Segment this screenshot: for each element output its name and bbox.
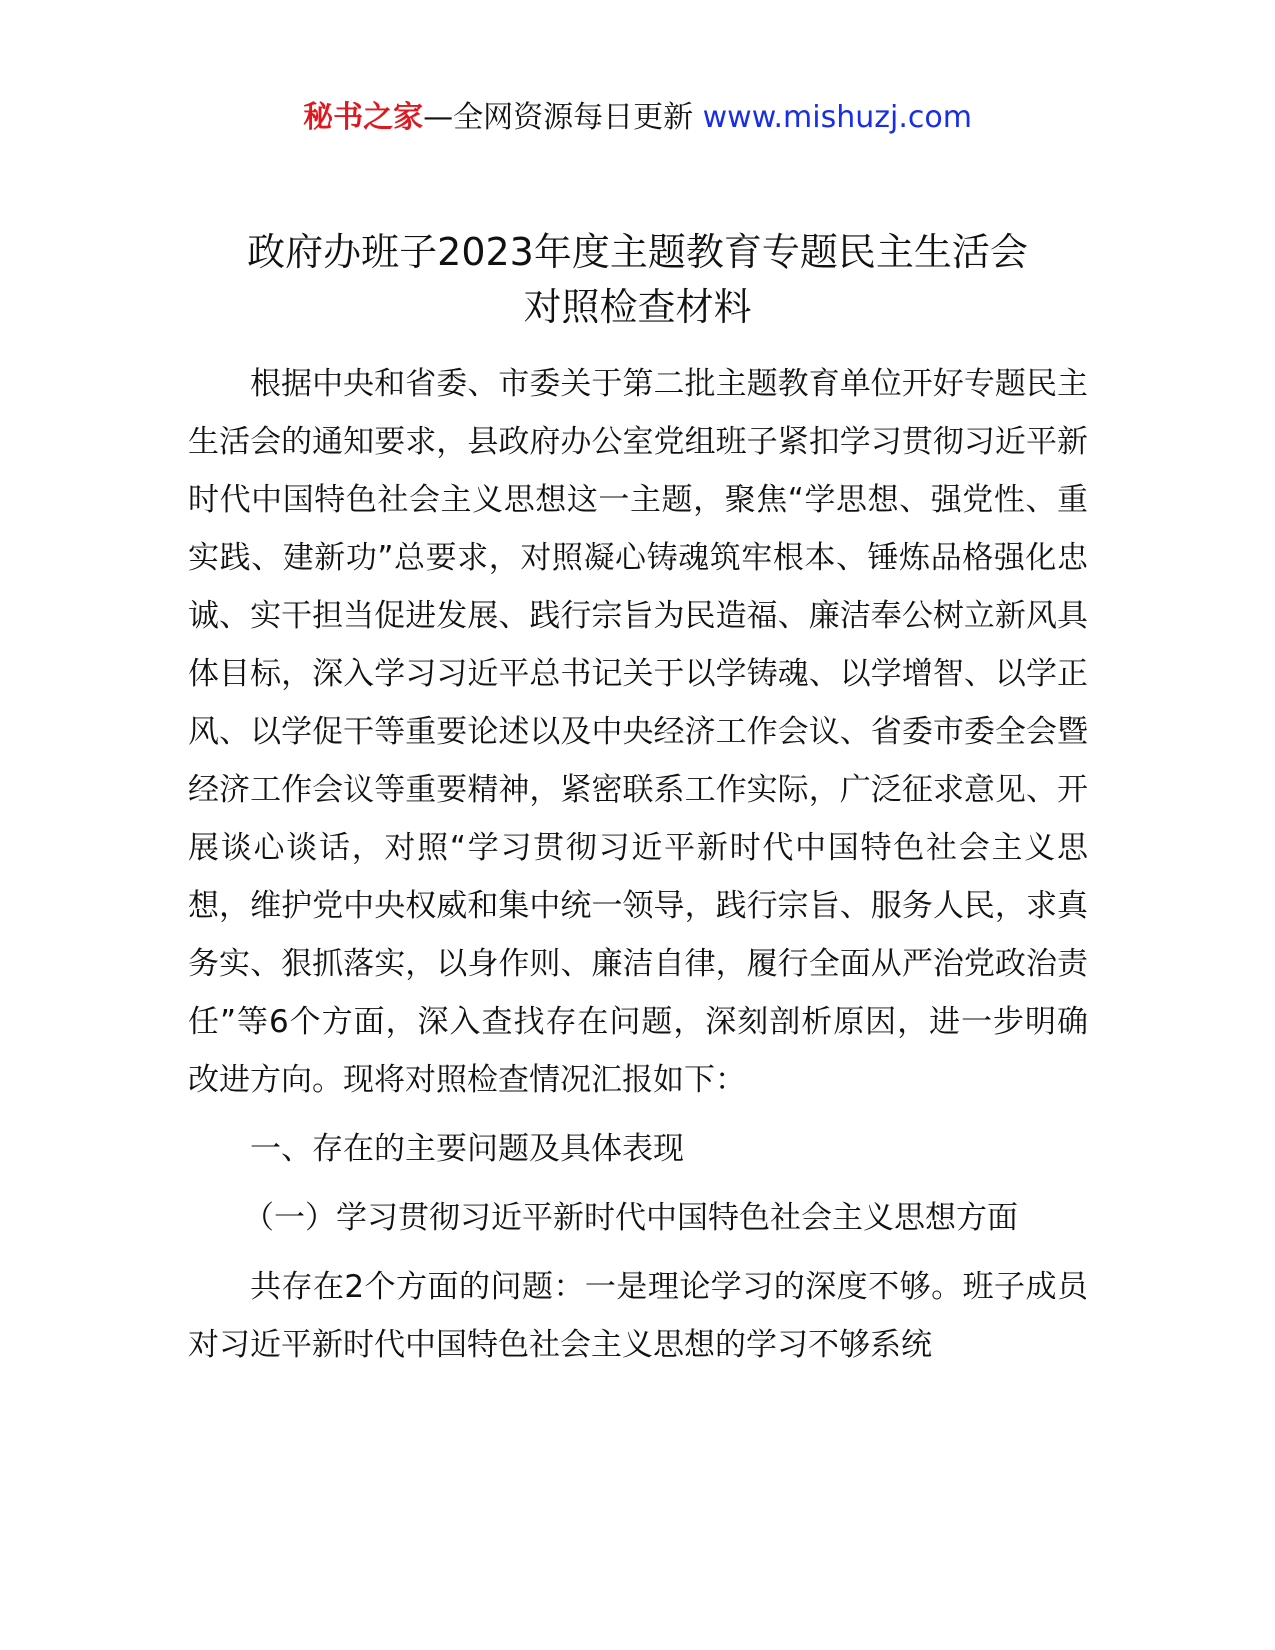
section-heading-1: 一、存在的主要问题及具体表现 <box>250 1131 684 1167</box>
brand-name: 秘书之家 <box>303 100 424 135</box>
site-url-link[interactable]: www.mishuzj.com <box>702 100 972 135</box>
subsection-heading-1: （一）学习贯彻习近平新时代中国特色社会主义思想方面 <box>243 1200 1018 1236</box>
subsection-paragraph-1: 共存在2个方面的问题：一是理论学习的深度不够。班子成员对习近平新时代中国特色社会主义思想的学习不够系统 <box>188 1269 1088 1363</box>
intro-paragraph: 根据中央和省委、市委关于第二批主题教育单位开好专题民主生活会的通知要求，县政府办公室党组班子紧扣学习贯彻习近平新时代中国特色社会主义思想这一主题，聚焦“学思想、强党性、重实践、建新功”总要求，对照凝心铸魂筑牢根本、锤炼品格强化忠诚、实干担当促进发展、践行宗旨为民造福、廉洁奉公树立新风具体目标，深入学习习近平总书记关于以学铸魂、以学增智、以学正风、以学促干等重要论述以及中央经济工作会议、省委市委全会暨经济工作会议等重要精神，紧密联系工作实际，广泛征求意见、开展谈心谈话，对照“学习贯彻习近平新时代中国特色社会主义思想，维护党中央权威和集中统一领导，践行宗旨、服务人民，求真务实、狠抓落实，以身作则、廉洁自律，履行全面从严治党政治责任”等6个方面，深入查找存在问题，深刻剖析原因，进一步明确改进方向。现将对照检查情况汇报如下： <box>188 366 1088 1098</box>
document-title <box>0 225 1275 335</box>
header-slogan: —全网资源每日更新 <box>423 100 703 135</box>
site-header <box>0 98 1275 138</box>
title-line-1: 政府办班子2023年度主题教育专题民主生活会 <box>247 230 1028 274</box>
document-body <box>188 355 1088 1374</box>
title-line-2: 对照检查材料 <box>523 285 752 329</box>
